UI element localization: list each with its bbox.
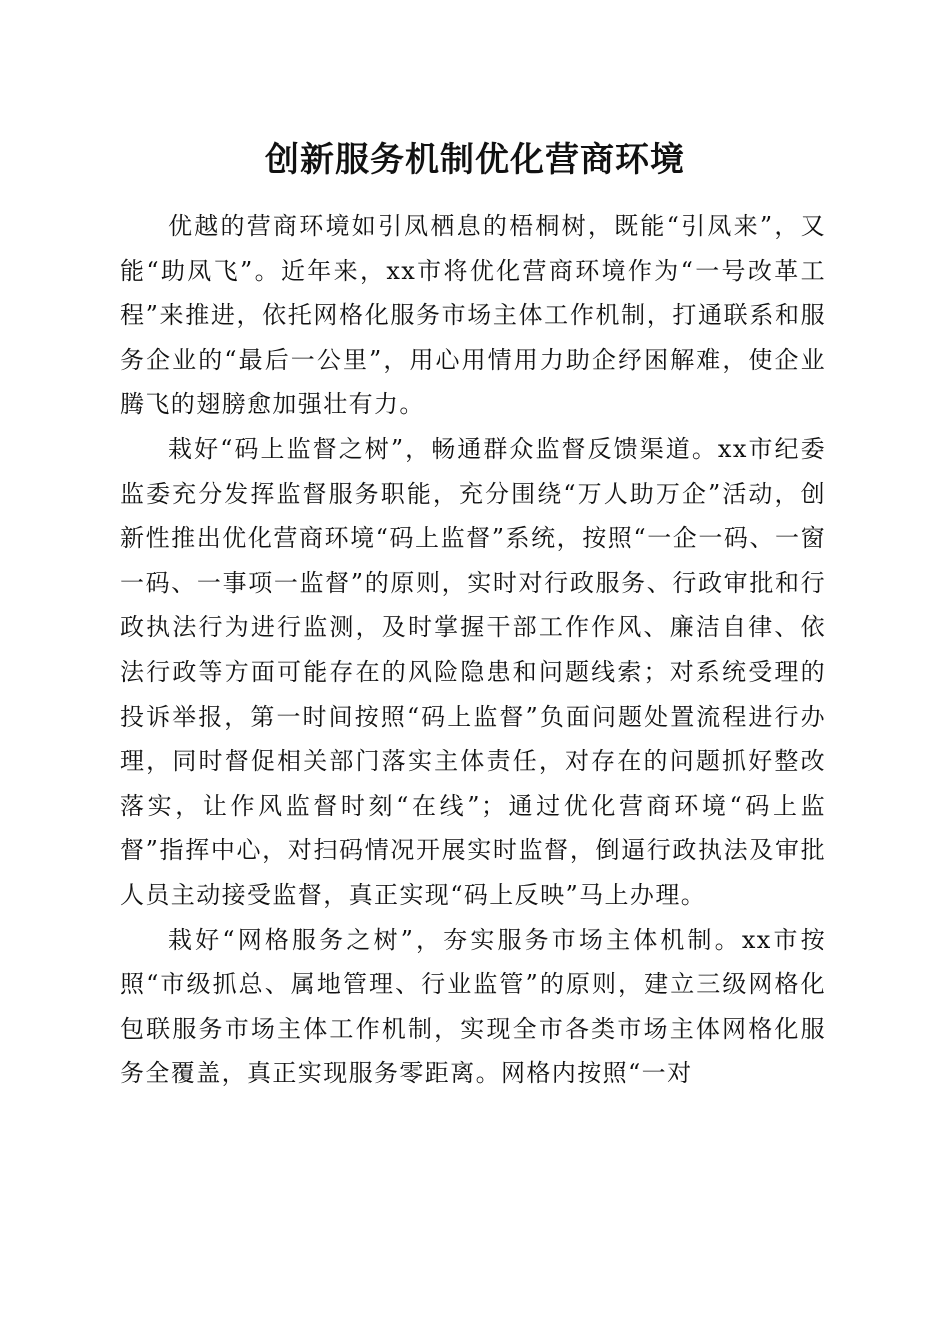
paragraph-intro: 优越的营商环境如引凤栖息的梧桐树，既能“引凤来”，又能“助凤飞”。近年来，xx市将优化营商环境作为“一号改革工程”来推进，依托网格化服务市场主体工作机制，打通联系和服务企业的“最后一公里”，用心用情用力助企纾困解难，使企业腾飞的翅膀愈加强壮有力。 bbox=[120, 212, 826, 419]
document-body bbox=[120, 204, 826, 1096]
paragraph-code-supervision: 栽好“码上监督之树”，畅通群众监督反馈渠道。xx市纪委监委充分发挥监督服务职能，充分围绕“万人助万企”活动，创新性推出优化营商环境“码上监督”系统，按照“一企一码、一窗一码、一事项一监督”的原则，实时对行政服务、行政审批和行政执法行为进行监测，及时掌握干部工作作风、廉洁自律、依法行政等方面可能存在的风险隐患和问题线索；对系统受理的投诉举报，第一时间按照“码上监督”负面问题处置流程进行办理，同时督促相关部门落实主体责任，对存在的问题抓好整改落实，让作风监督时刻“在线”；通过优化营商环境“码上监督”指挥中心，对扫码情况开展实时监督，倒逼行政执法及审批人员主动接受监督，真正实现“码上反映”马上办理。 bbox=[120, 434, 826, 909]
document-title: 创新服务机制优化营商环境 bbox=[265, 140, 685, 180]
paragraph-grid-service: 栽好“网格服务之树”，夯实服务市场主体机制。xx市按照“市级抓总、属地管理、行业监管”的原则，建立三级网格化包联服务市场主体工作机制，实现全市各类市场主体网格化服务全覆盖，真正实现服务零距离。网格内按照“一对 bbox=[120, 925, 826, 1088]
